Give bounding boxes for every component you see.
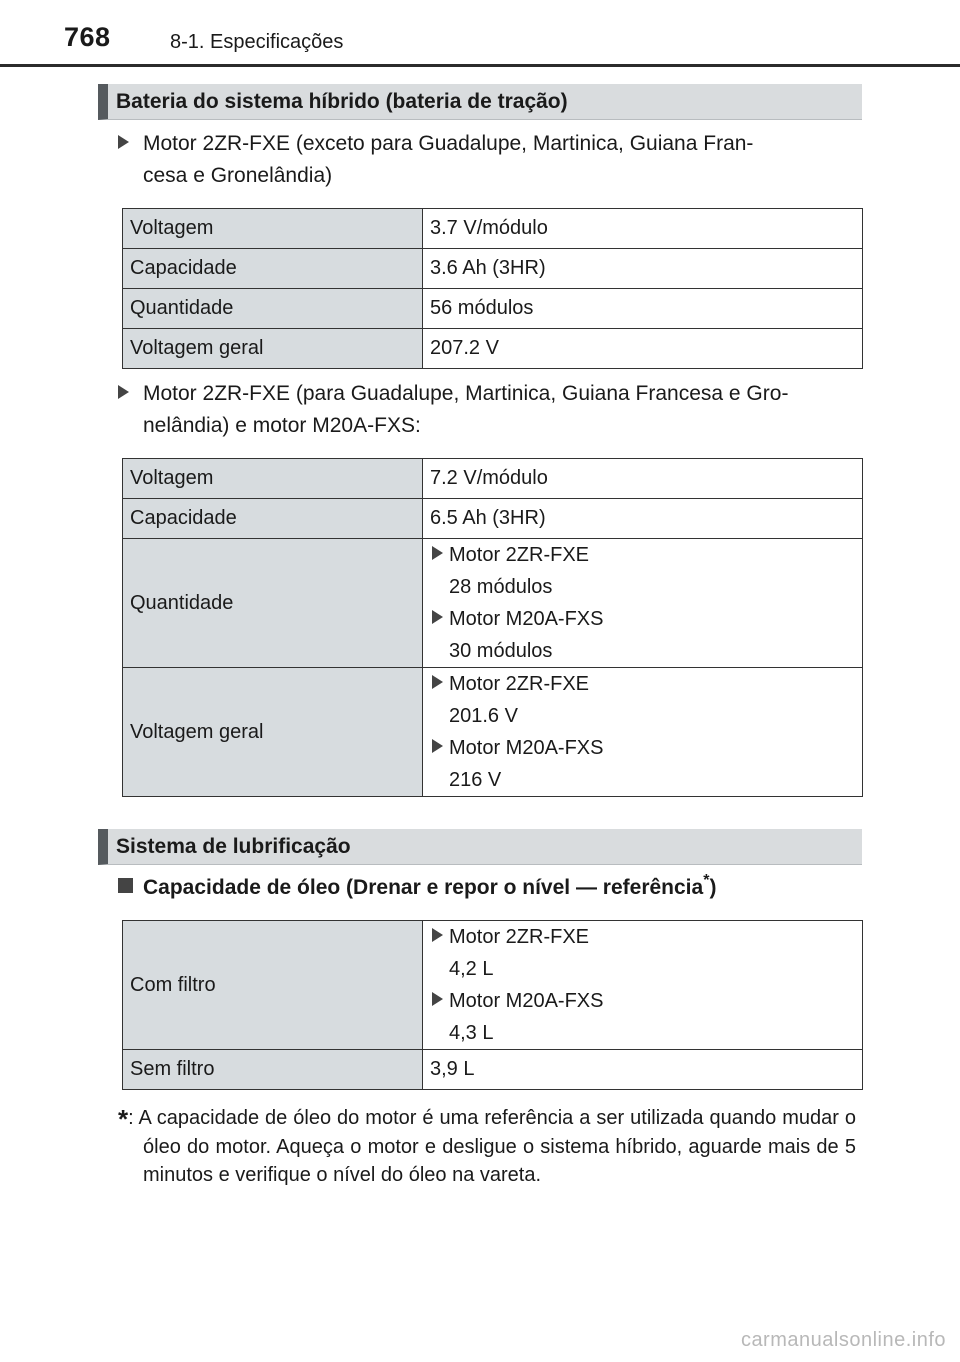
- bullet-text-line1: Motor 2ZR-FXE (exceto para Guadalupe, Martinica, Guiana Fran-: [143, 132, 754, 155]
- engine-value: 201.6 V: [449, 705, 518, 727]
- chapter-title: 8-1. Especificações: [170, 31, 344, 53]
- bullet-text-line2: nelândia) e motor M20A-FXS:: [143, 414, 421, 437]
- triangle-bullet-icon: [432, 546, 443, 560]
- bullet-paragraph-1: [118, 128, 858, 192]
- engine-value: 30 módulos: [449, 640, 553, 662]
- table-label: Com filtro: [123, 921, 423, 1050]
- engine-name: Motor 2ZR-FXE: [449, 544, 590, 566]
- table-row: [123, 668, 863, 797]
- table-value: 3.7 V/módulo: [423, 209, 863, 249]
- triangle-bullet-icon: [118, 385, 129, 399]
- table-label: Voltagem geral: [123, 668, 423, 797]
- battery-spec-table-2: [122, 458, 863, 797]
- triangle-bullet-icon: [432, 739, 443, 753]
- section-heading-lubrication: [98, 829, 862, 865]
- table-row: [123, 459, 863, 499]
- table-label: Quantidade: [123, 289, 423, 329]
- triangle-bullet-icon: [432, 928, 443, 942]
- section-title: Sistema de lubrificação: [116, 835, 351, 858]
- table-label: Capacidade: [123, 499, 423, 539]
- square-bullet-icon: [118, 878, 133, 893]
- table-value-multi: [423, 668, 863, 797]
- table-row: [123, 289, 863, 329]
- triangle-bullet-icon: [432, 675, 443, 689]
- oil-capacity-table: [122, 920, 863, 1090]
- table-label: Voltagem: [123, 209, 423, 249]
- triangle-bullet-icon: [432, 610, 443, 624]
- table-row: [123, 209, 863, 249]
- oil-capacity-subheading: [118, 872, 716, 900]
- table-row: [123, 499, 863, 539]
- footnote: [118, 1104, 856, 1189]
- bullet-paragraph-2: [118, 378, 858, 442]
- table-label: Quantidade: [123, 539, 423, 668]
- table-value-multi: [423, 921, 863, 1050]
- watermark: carmanualsonline.info: [740, 1329, 946, 1351]
- table-value: 6.5 Ah (3HR): [423, 499, 863, 539]
- engine-value: 216 V: [449, 769, 502, 791]
- table-label: Voltagem geral: [123, 329, 423, 369]
- engine-value: 28 módulos: [449, 576, 553, 598]
- subheading-text: Capacidade de óleo (Drenar e repor o nível — referência: [143, 876, 704, 899]
- subheading-end: ): [709, 876, 717, 899]
- footnote-asterisk: *: [118, 1104, 129, 1134]
- table-value: 56 módulos: [423, 289, 863, 329]
- table-row: [123, 921, 863, 1050]
- engine-name: Motor 2ZR-FXE: [449, 673, 590, 695]
- engine-name: Motor M20A-FXS: [449, 737, 604, 759]
- table-row: [123, 329, 863, 369]
- engine-value: 4,3 L: [449, 1022, 494, 1044]
- table-row: [123, 1050, 863, 1090]
- table-value: 7.2 V/módulo: [423, 459, 863, 499]
- footnote-text: : A capacidade de óleo do motor é uma referência a ser utilizada quando mudar o óleo do motor. Aqueça o motor e desligue o sistema híbrido, aguarde mais de 5 minutos e verifique o nível do óleo na vareta.: [128, 1107, 856, 1186]
- table-label: Sem filtro: [123, 1050, 423, 1090]
- triangle-bullet-icon: [118, 135, 129, 149]
- engine-name: Motor M20A-FXS: [449, 990, 604, 1012]
- header-divider: [0, 64, 960, 67]
- engine-value: 4,2 L: [449, 958, 494, 980]
- page-number: 768: [64, 22, 111, 52]
- table-value: 3.6 Ah (3HR): [423, 249, 863, 289]
- table-label: Voltagem: [123, 459, 423, 499]
- page-header: [0, 0, 960, 70]
- section-title: Bateria do sistema híbrido (bateria de tração): [116, 90, 568, 113]
- bullet-text-line2: cesa e Gronelândia): [143, 164, 333, 187]
- asterisk-mark: *: [703, 872, 710, 889]
- table-label: Capacidade: [123, 249, 423, 289]
- table-value-multi: [423, 539, 863, 668]
- table-value: 3,9 L: [423, 1050, 863, 1090]
- triangle-bullet-icon: [432, 992, 443, 1006]
- engine-name: Motor M20A-FXS: [449, 608, 604, 630]
- section-heading-battery: [98, 84, 862, 120]
- engine-name: Motor 2ZR-FXE: [449, 926, 590, 948]
- table-value: 207.2 V: [423, 329, 863, 369]
- battery-spec-table-1: [122, 208, 863, 369]
- table-row: [123, 539, 863, 668]
- table-row: [123, 249, 863, 289]
- bullet-text-line1: Motor 2ZR-FXE (para Guadalupe, Martinica, Guiana Francesa e Gro-: [143, 382, 789, 405]
